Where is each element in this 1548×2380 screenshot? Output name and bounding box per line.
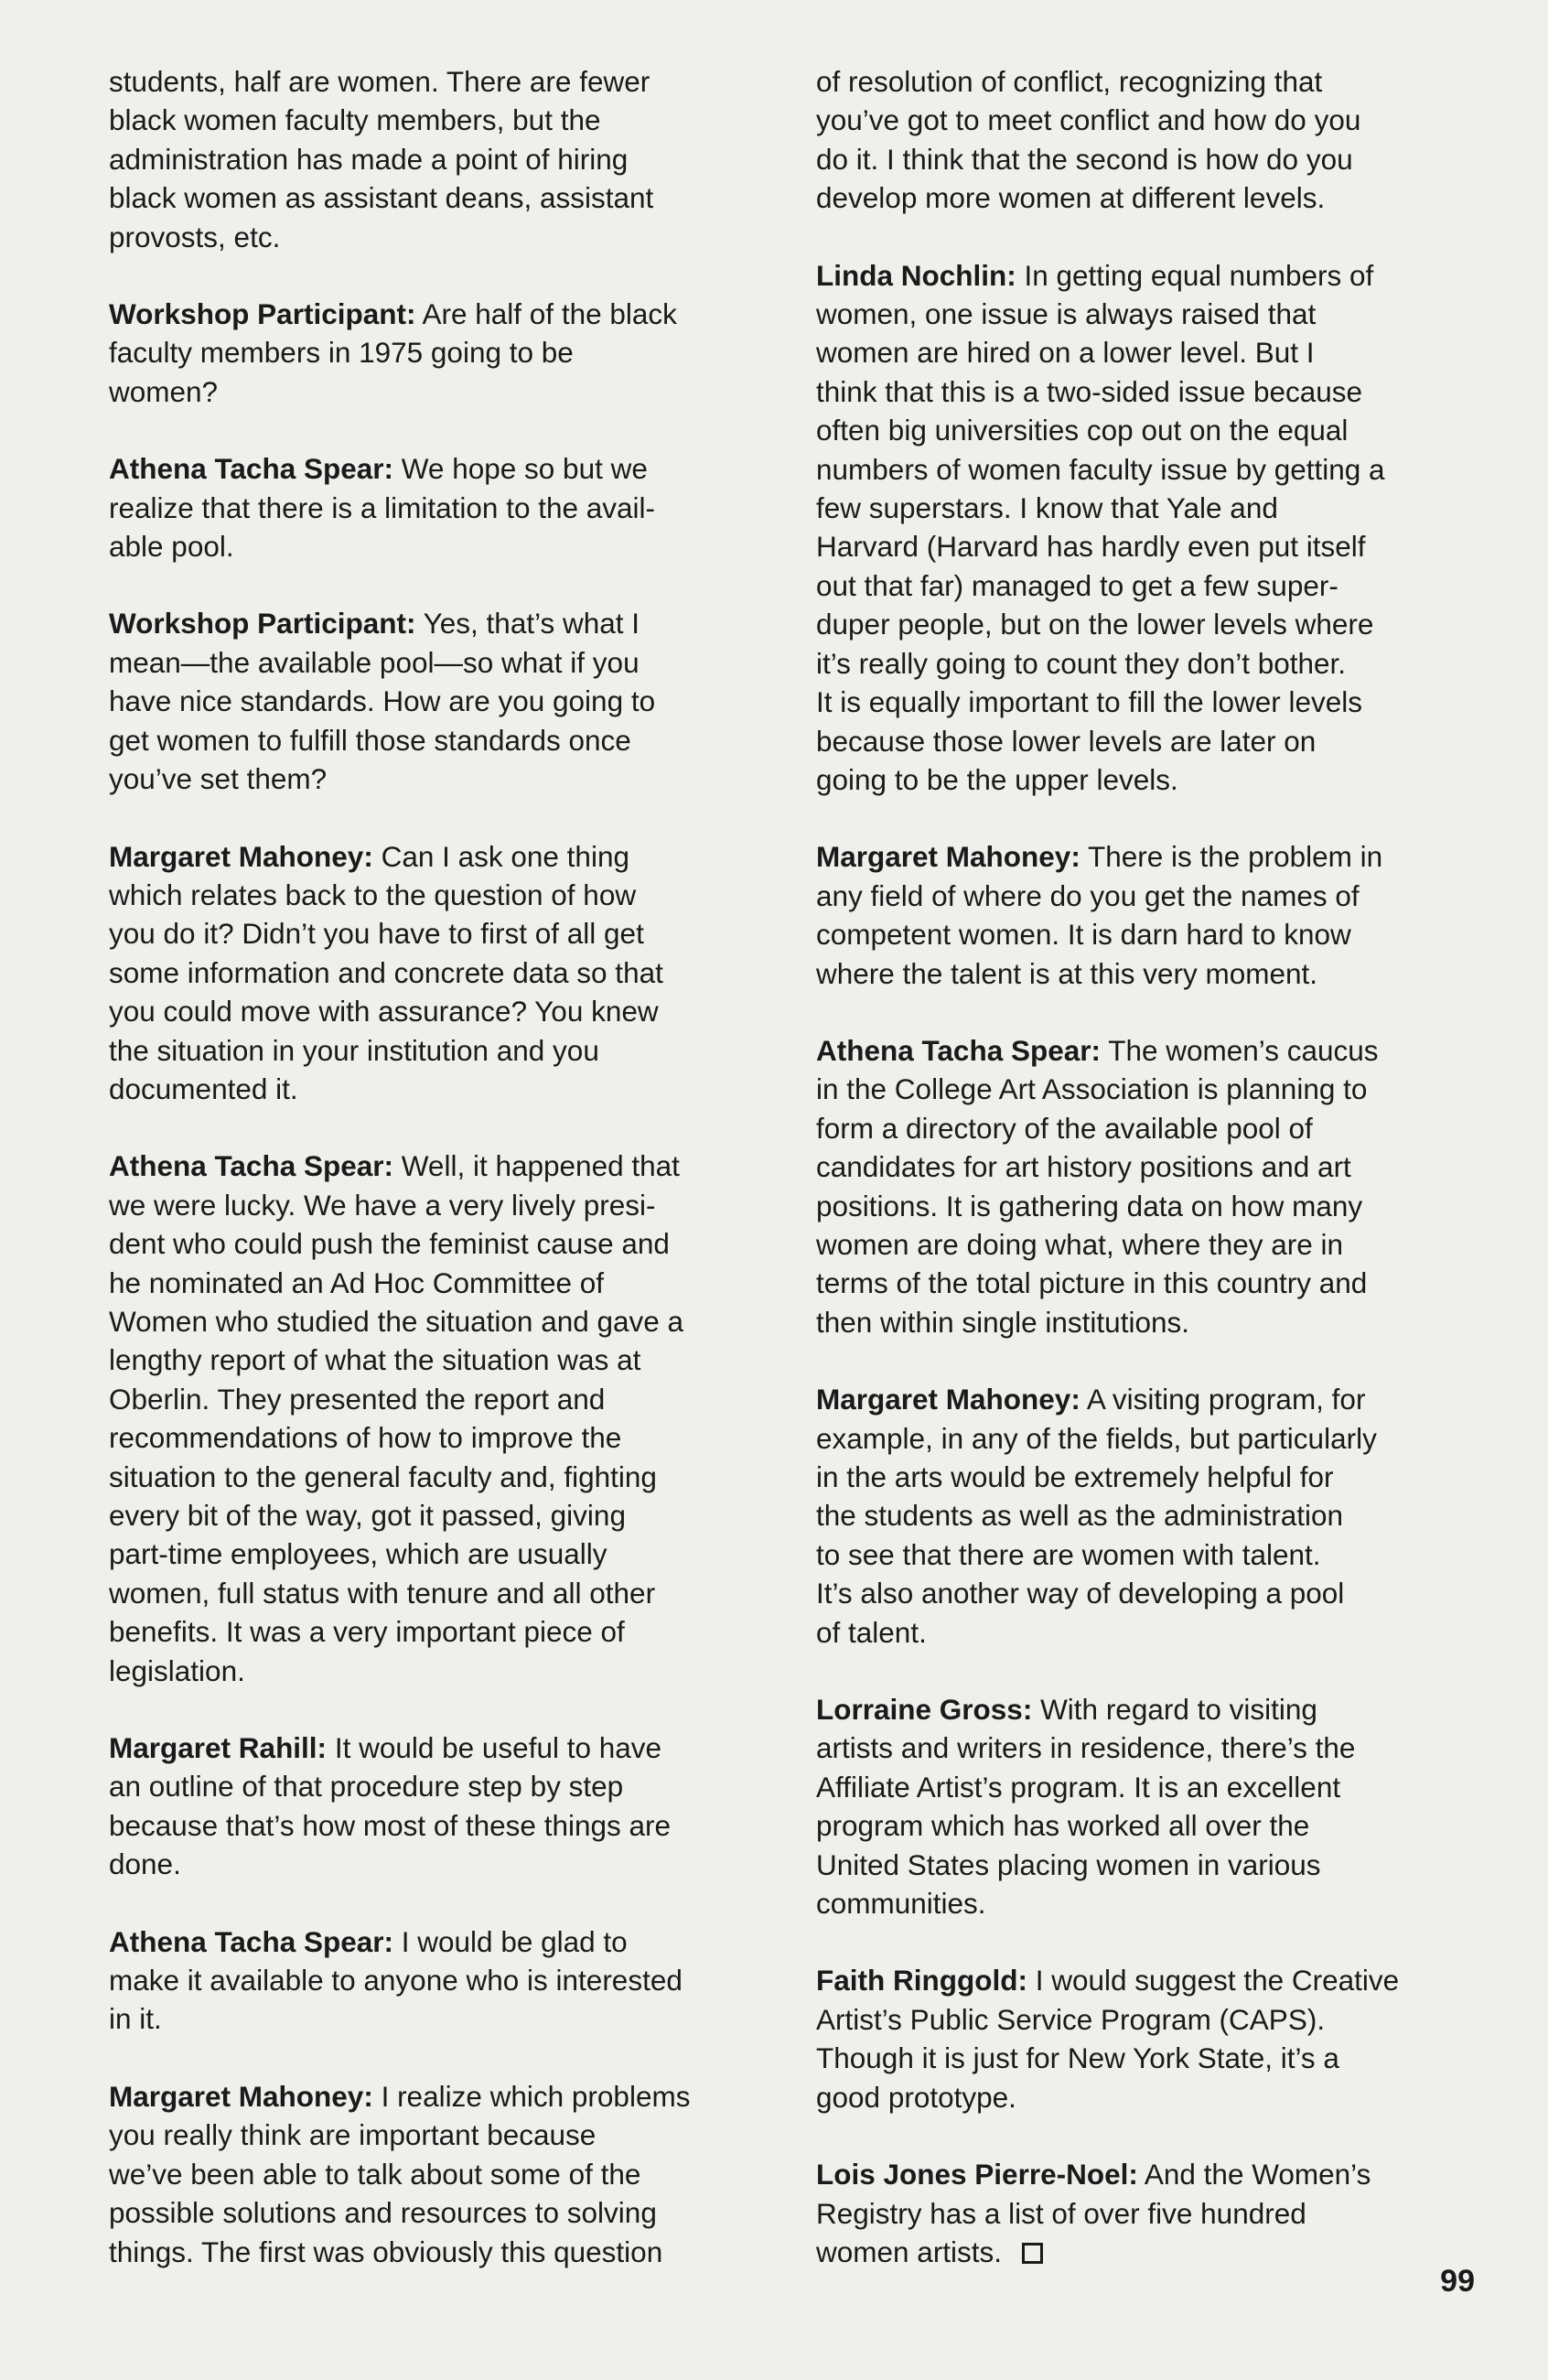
- paragraph: [816, 1031, 1493, 1341]
- paragraph-text: In getting equal numbers of women, one issue is always raised that women are hired on a lower level. But I think that this is a two-sided issue because often big universities cop out on the equal numbers of women faculty issue by getting a few superstars. I know that Yale and Harvard (Harvard has hardly even put itself out that far) managed to get a few super- duper people, but on the lower levels where it’s really going to count they don’t bother. It is equally important to fill the lower levels because those lower levels are later on going to be the upper levels.: [816, 258, 1385, 796]
- paragraph-text: I would be glad to make it available to anyone who is interested in it.: [109, 1924, 683, 2036]
- paragraph: [816, 62, 1493, 218]
- speaker-name: Workshop Participant:: [109, 607, 416, 641]
- paragraph: [109, 1147, 786, 1690]
- page-number: 99: [1440, 2264, 1475, 2299]
- paragraph: [109, 1728, 786, 1884]
- paragraph: [109, 837, 786, 1109]
- paragraph: [816, 1380, 1493, 1652]
- speaker-name: Linda Nochlin:: [816, 258, 1016, 292]
- paragraph-text: It would be useful to have an outline of that procedure step by step because that’s how most of these things are done.: [109, 1731, 672, 1881]
- speaker-name: Margaret Rahill:: [109, 1731, 328, 1765]
- speaker-name: Athena Tacha Spear:: [109, 1149, 394, 1183]
- paragraph: [816, 2155, 1493, 2271]
- paragraph: [109, 449, 786, 565]
- paragraph: [816, 256, 1493, 800]
- paragraph-text: Yes, that’s what I mean—the available pool—so what if you have nice standards. How are you going to get women to fulfill those standards once you’ve set them?: [109, 607, 656, 796]
- paragraph: [109, 62, 786, 256]
- speaker-name: Margaret Mahoney:: [816, 1383, 1080, 1416]
- paragraph-text: We hope so but we realize that there is a limitation to the avail- able pool.: [109, 452, 656, 564]
- paragraph-text: Well, it happened that we were lucky. We have a very lively presi- dent who could push the feminist cause and he nominated an Ad Hoc Committee of Women who studied the situation and gave a lengthy report of what the situation was at Oberlin. They presented the report and recommendations of how to improve the situation to the general faculty and, fighting every bit of the way, got it passed, giving part-time employees, which are usually women, full status with tenure and all other benefits. It was a very important piece of legislation.: [109, 1149, 684, 1687]
- speaker-name: Faith Ringgold:: [816, 1964, 1027, 1998]
- paragraph-text: There is the problem in any field of where do you get the names of competent women. It is darn hard to know where the talent is at this very moment.: [816, 840, 1383, 990]
- speaker-name: Athena Tacha Spear:: [109, 1924, 394, 1958]
- speaker-name: Athena Tacha Spear:: [109, 452, 394, 486]
- paragraph: [109, 1922, 786, 2039]
- paragraph-text: I realize which problems you really think are important because we’ve been able to talk about some of the possible solutions and resources to solving things. The first was obviously this question: [109, 2079, 691, 2268]
- speaker-name: Lorraine Gross:: [816, 1693, 1033, 1727]
- left-column: [109, 62, 786, 2310]
- paragraph: [816, 1961, 1493, 2116]
- right-column: [816, 62, 1493, 2310]
- paragraph: [816, 837, 1493, 993]
- end-of-article-square-icon: [1022, 2243, 1043, 2264]
- paragraph-text: students, half are women. There are fewer black women faculty members, but the administration has made a point of hiring black women as assistant deans, assistant provosts, etc.: [109, 65, 654, 253]
- speaker-name: Workshop Participant:: [109, 297, 416, 331]
- paragraph-text: A visiting program, for example, in any of the fields, but particularly in the arts would be extremely helpful for the students as well as the administration to see that there are women with talent. It’s also another way of developing a pool of talent.: [816, 1383, 1377, 1649]
- paragraph: [109, 295, 786, 411]
- paragraph-text: Are half of the black faculty members in 1975 going to be women?: [109, 297, 677, 408]
- paragraph: [816, 1690, 1493, 1922]
- paragraph-text: of resolution of conflict, recognizing that you’ve got to meet conflict and how do you do it. I think that the second is how do you develop more women at different levels.: [816, 65, 1361, 215]
- speaker-name: Margaret Mahoney:: [816, 840, 1080, 874]
- paragraph-text: And the Women’s Registry has a list of over five hundred women artists.: [816, 2158, 1371, 2268]
- speaker-name: Margaret Mahoney:: [109, 839, 373, 873]
- speaker-name: Margaret Mahoney:: [109, 2079, 373, 2113]
- paragraph: [109, 604, 786, 798]
- speaker-name: Athena Tacha Spear:: [816, 1033, 1102, 1067]
- paragraph-text: The women’s caucus in the College Art Association is planning to form a directory of the available pool of candidates for art history positions and art positions. It is gathering data on how many women are doing what, where they are in terms of the total picture in this country and then within single institutions.: [816, 1033, 1379, 1339]
- paragraph-text: With regard to visiting artists and writers in residence, there’s the Affiliate Artist’s program. It is an excellent program which has worked all over the United States placing women in various communities.: [816, 1693, 1356, 1921]
- paragraph-text: I would suggest the Creative Artist’s Public Service Program (CAPS). Though it is just for New York State, it’s a good prototype.: [816, 1964, 1400, 2114]
- paragraph: [109, 2077, 786, 2271]
- speaker-name: Lois Jones Pierre-Noel:: [816, 2158, 1138, 2192]
- paragraph-text: Can I ask one thing which relates back to the question of how you do it? Didn’t you have to first of all get some information and concrete data so that you could move with assurance? You knew the situation in your institution and you documented it.: [109, 839, 663, 1105]
